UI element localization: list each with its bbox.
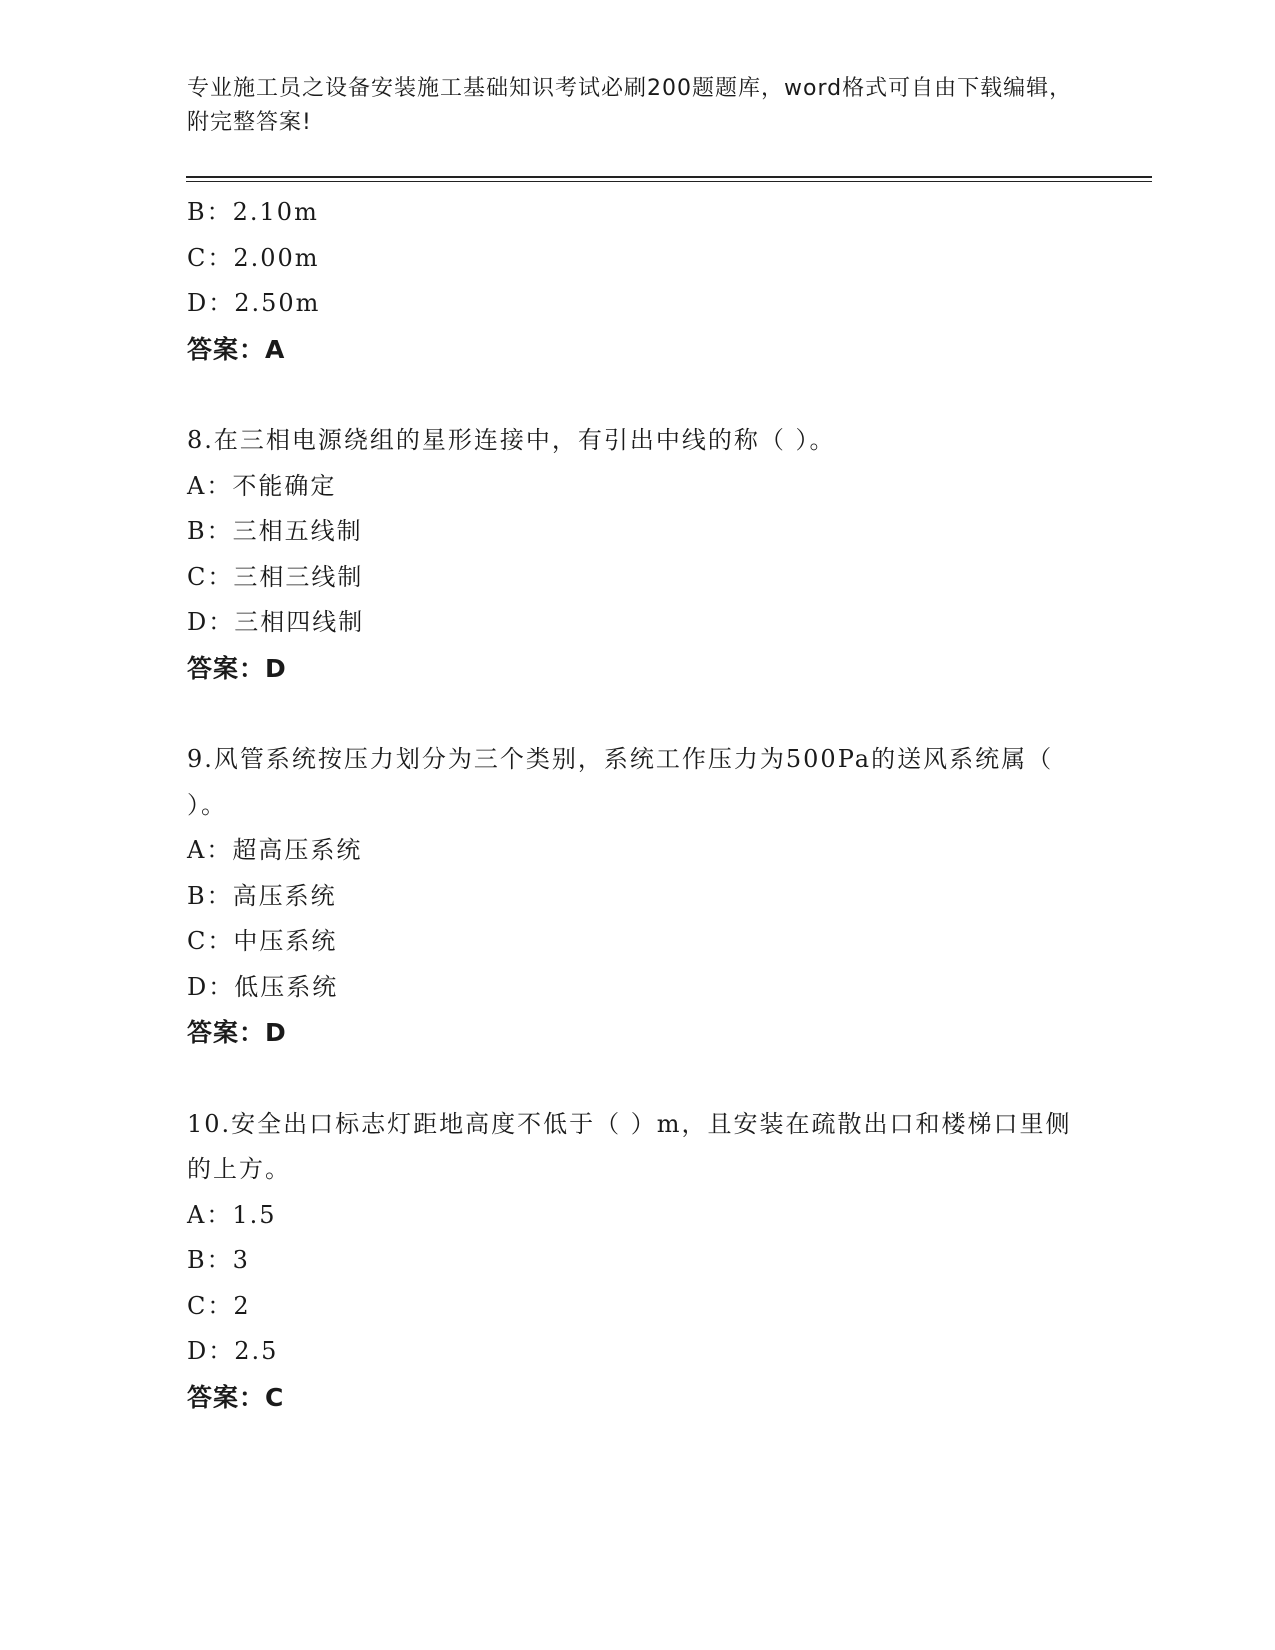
option-d: D：三相四线制 bbox=[187, 608, 365, 636]
spacer bbox=[187, 1056, 1087, 1102]
option-c: C：2 bbox=[187, 1291, 251, 1320]
option-b: B：三相五线制 bbox=[187, 517, 363, 545]
option-b: B：3 bbox=[187, 1246, 250, 1274]
option-c: C：中压系统 bbox=[187, 927, 338, 955]
answer-label: 答案：D bbox=[187, 653, 287, 683]
option-c: C：三相三线制 bbox=[187, 562, 364, 591]
header-divider-thin bbox=[186, 181, 1152, 182]
question-7-continued bbox=[187, 190, 1087, 372]
header-divider bbox=[186, 176, 1152, 178]
question-10 bbox=[187, 1102, 1087, 1421]
question-9 bbox=[187, 737, 1087, 1056]
question-text: 8.在三相电源绕组的星形连接中，有引出中线的称（ ）。 bbox=[187, 426, 836, 454]
option-b: B：高压系统 bbox=[187, 881, 337, 910]
answer-label: 答案：A bbox=[187, 334, 286, 364]
spacer bbox=[187, 691, 1087, 737]
answer-label: 答案：D bbox=[187, 1018, 287, 1047]
question-8 bbox=[187, 418, 1087, 691]
option-d: D：2.50m bbox=[187, 289, 321, 317]
question-text: 10.安全出口标志灯距地高度不低于（ ）m，且安装在疏散出口和楼梯口里侧的上方。 bbox=[187, 1109, 1072, 1183]
option-a: A：不能确定 bbox=[187, 471, 337, 500]
spacer bbox=[187, 372, 1087, 418]
option-a: A：1.5 bbox=[187, 1200, 277, 1229]
option-b: B：2.10m bbox=[187, 198, 319, 226]
option-d: D：低压系统 bbox=[187, 972, 339, 1001]
option-c: C：2.00m bbox=[187, 243, 320, 272]
question-list bbox=[187, 190, 1087, 1420]
question-text: 9.风管系统按压力划分为三个类别，系统工作压力为500Pa的送风系统属（ ）。 bbox=[187, 745, 1054, 819]
header-title: 专业施工员之设备安装施工基础知识考试必刷200题题库，word格式可自由下载编辑，附完整答案! bbox=[187, 76, 1073, 135]
answer-label: 答案：C bbox=[187, 1382, 285, 1412]
page-header bbox=[187, 72, 1087, 140]
option-d: D：2.5 bbox=[187, 1337, 279, 1365]
option-a: A：超高压系统 bbox=[187, 836, 363, 864]
